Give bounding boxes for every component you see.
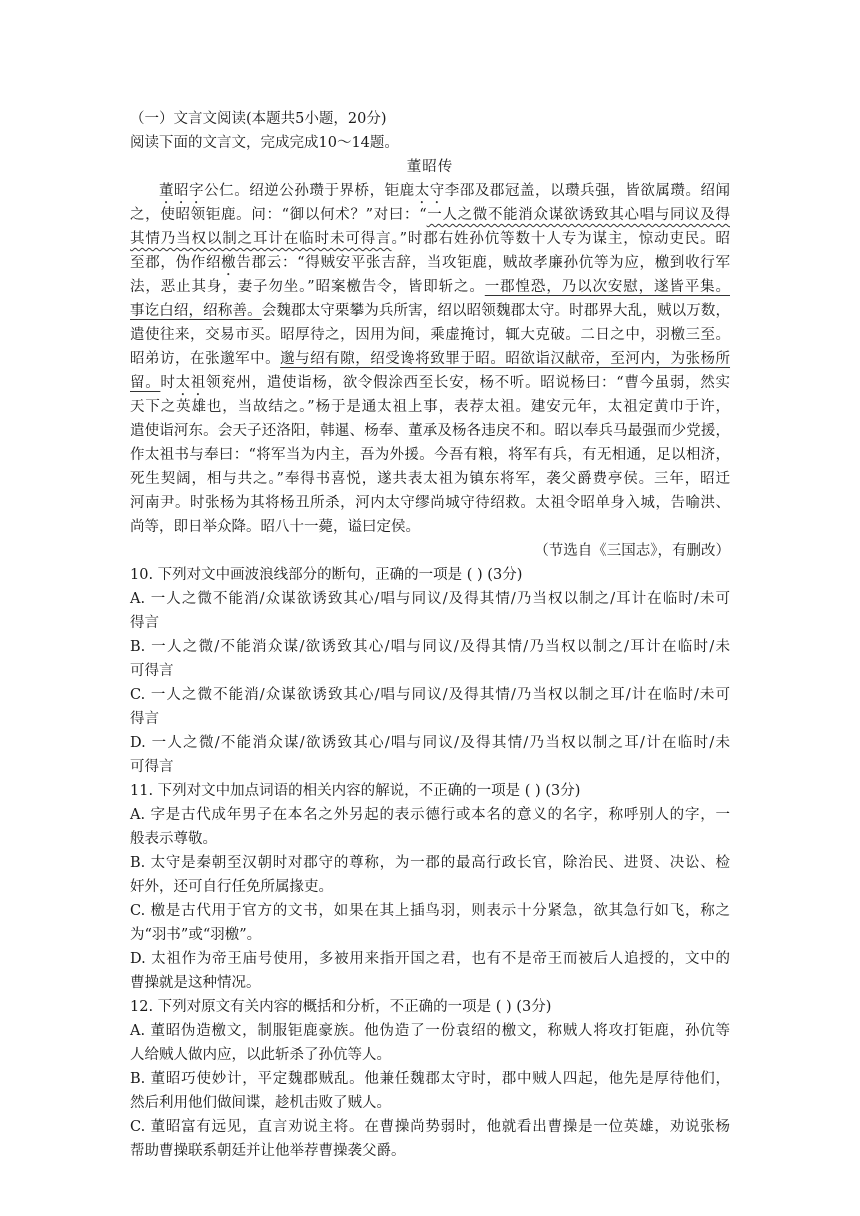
option-b-cont: 然后利用他们做间谍，趁机击败了贼人。: [130, 1095, 391, 1111]
option-b-cont: 可得言: [130, 663, 174, 679]
option-c: C. 董昭富有远见，直言劝说主将。在曹操尚势弱时，他就看出曹操是一位英雄，劝说张杨: [130, 1119, 730, 1135]
underlined-sentence: 邈与绍有隙，绍受谗将致罪于昭。昭欲诣汉献帝，至河内，为张杨所: [280, 351, 731, 367]
dotted-term-zi: 董昭字: [159, 183, 205, 199]
question-stem: 11. 下列对文中加点词语的相关内容的解说，不正确的一项是 ( ) (3分): [130, 783, 581, 799]
underlined-sentence: 一郡惶恐，乃以次安慰，遂皆平集。: [484, 279, 730, 295]
passage-title: 董昭传: [406, 159, 454, 175]
passage-line: 昭弟访，在张邈军中。邈与绍有隙，绍受谗将致罪于昭。昭欲诣汉献帝，至河内，为张杨所: [130, 351, 731, 367]
option-c-cont: 帮助曹操联系朝廷并让他举荐曹操袭父爵。: [130, 1143, 406, 1159]
passage-line: 尚等，即日举众降。昭八十一薨，谥曰定侯。: [130, 519, 420, 535]
question-12: [130, 995, 730, 1163]
option-c-cont: 为“羽书”或“羽檄”。: [130, 927, 262, 943]
option-a: A. 字是古代成年男子在本名之外另起的表示德行或本名的意义的名字，称呼别人的字，一: [130, 807, 730, 823]
section-header: （一）文言文阅读(本题共5小题，20分): [130, 111, 387, 127]
option-d: D. 太祖作为帝王庙号使用，多被用来指开国之君，也有不是帝王而被后人追授的，文中的: [130, 951, 730, 967]
passage-line: 董昭字公仁。绍逆公孙瓒于界桥，钜鹿太守李邵及郡冠盖，以瓒兵强，皆欲属瓒。绍闻: [159, 183, 731, 199]
passage-line: 法，恶止其身，妻子勿坐。”昭案檄告令，皆即斩之。一郡惶恐，乃以次安慰，遂皆平集。: [130, 279, 730, 295]
question-stem: 12. 下列对原文有关内容的概括和分析，不正确的一项是 ( ) (3分): [130, 999, 552, 1015]
passage-line: 河南尹。时张杨为其将杨丑所杀，河内太守缪尚城守待绍救。太祖令昭单身入城，告喻洪、: [130, 495, 730, 511]
option-a-cont: 人给贼人做内应，以此斩杀了孙伉等人。: [130, 1047, 391, 1063]
option-b: B. 太守是秦朝至汉朝时对郡守的尊称，为一郡的最高行政长官，除治民、进贤、决讼、检: [130, 855, 730, 871]
option-c-cont: 得言: [130, 711, 159, 727]
passage-line: 之，使昭领钜鹿。问：“御以何术？”对曰：“一人之微不能消众谋欲诱致其心唱与同议及得: [130, 207, 730, 223]
passage-line: 留。时太祖领兖州，遣使诣杨，欲令假涂西至长安，杨不听。昭说杨曰：“曹今虽弱，然实: [130, 375, 731, 391]
question-11: [130, 779, 730, 995]
option-a-cont: 般表示尊敬。: [130, 831, 217, 847]
option-b-cont: 奸外，还可自行任免所属掾吏。: [130, 879, 333, 895]
wavy-underlined-text: 一人之微不能消众谋欲诱致其心唱与同议及得: [426, 207, 730, 223]
underlined-sentence: 留。: [130, 375, 161, 391]
option-b: B. 董昭巧使妙计，平定魏郡贼乱。他兼任魏郡太守时，郡中贼人四起，他先是厚待他们，: [130, 1071, 730, 1087]
exam-page: [130, 107, 730, 1163]
instruction-text: 阅读下面的文言文，完成完成10～14题。: [130, 135, 399, 151]
passage: [130, 179, 730, 539]
option-d-cont: 可得言: [130, 759, 174, 775]
passage-line: 至郡，伪作绍檄告郡云：“得贼安平张吉辞，当攻钜鹿，贼故孝廉孙伉等为应，檄到收行军: [130, 255, 731, 271]
dotted-term-taishou: 太守: [414, 183, 445, 199]
dotted-term-xi: 檄: [221, 255, 237, 271]
passage-line: 遣使诣河东。会天子还洛阳，韩暹、杨奉、董承及杨各违戾不和。昭以奉兵马最强而少党援，: [130, 423, 730, 439]
option-d-cont: 曹操就是这种情况。: [130, 975, 261, 991]
option-c: C. 一人之微不能消/众谋欲诱致其心/唱与同议/及得其情/乃当权以制之耳/计在临时/未可: [130, 687, 730, 703]
passage-line: 事讫白绍，绍称善。会魏郡太守栗攀为兵所害，绍以昭领魏郡太守。时郡界大乱，贼以万数，: [130, 303, 731, 319]
option-c: C. 檄是古代用于官方的文书，如果在其上插鸟羽，则表示十分紧急，欲其急行如飞，称之: [130, 903, 730, 919]
question-10: [130, 563, 730, 779]
wavy-underlined-text: 其情乃当权以制之耳计在临时未可得言: [130, 231, 392, 247]
passage-line: 天下之英雄也，当故结之。”杨于是通太祖上事，表荐太祖。建安元年，太祖定黄巾于许，: [130, 399, 730, 415]
option-a: A. 一人之微不能消/众谋欲诱致其心/唱与同议/及得其情/乃当权以制之/耳计在临时/未可: [130, 591, 730, 607]
option-b: B. 一人之微/不能消众谋/欲诱致其心/唱与同议/及得其情/乃当权以制之/耳计在临时/未: [130, 639, 730, 655]
passage-line: 死生契阔，相与共之。”奉得书喜悦，遂共表太祖为镇东将军，袭父爵费亭侯。三年，昭迁: [130, 471, 730, 487]
question-stem: 10. 下列对文中画波浪线部分的断句，正确的一项是 ( ) (3分): [130, 567, 523, 583]
passage-line: 作太祖书与奉曰：“将军当为内主，吾为外援。今吾有粮，将军有兵，有无相通，足以相济，: [130, 447, 730, 463]
source-citation: （节选自《三国志》，有删改）: [534, 543, 730, 559]
option-a: A. 董昭伪造檄文，制服钜鹿豪族。他伪造了一份袁绍的檄文，称贼人将攻打钜鹿，孙伉等: [130, 1023, 730, 1039]
passage-line: 遣使往来，交易市买。昭厚待之，因用为间，乘虚掩讨，辄大克破。二日之中，羽檄三至。: [130, 327, 730, 343]
passage-line: 其情乃当权以制之耳计在临时未可得言。”时郡右姓孙伉等数十人专为谋主，惊动吏民。昭: [130, 231, 730, 247]
underlined-sentence: 事讫白绍，绍称善。: [130, 303, 262, 319]
option-d: D. 一人之微/不能消众谋/欲诱致其心/唱与同议/及得其情/乃当权以制之耳/计在临时/未: [130, 735, 730, 751]
option-a-cont: 得言: [130, 615, 159, 631]
dotted-term-taizu: 太祖: [175, 375, 206, 391]
